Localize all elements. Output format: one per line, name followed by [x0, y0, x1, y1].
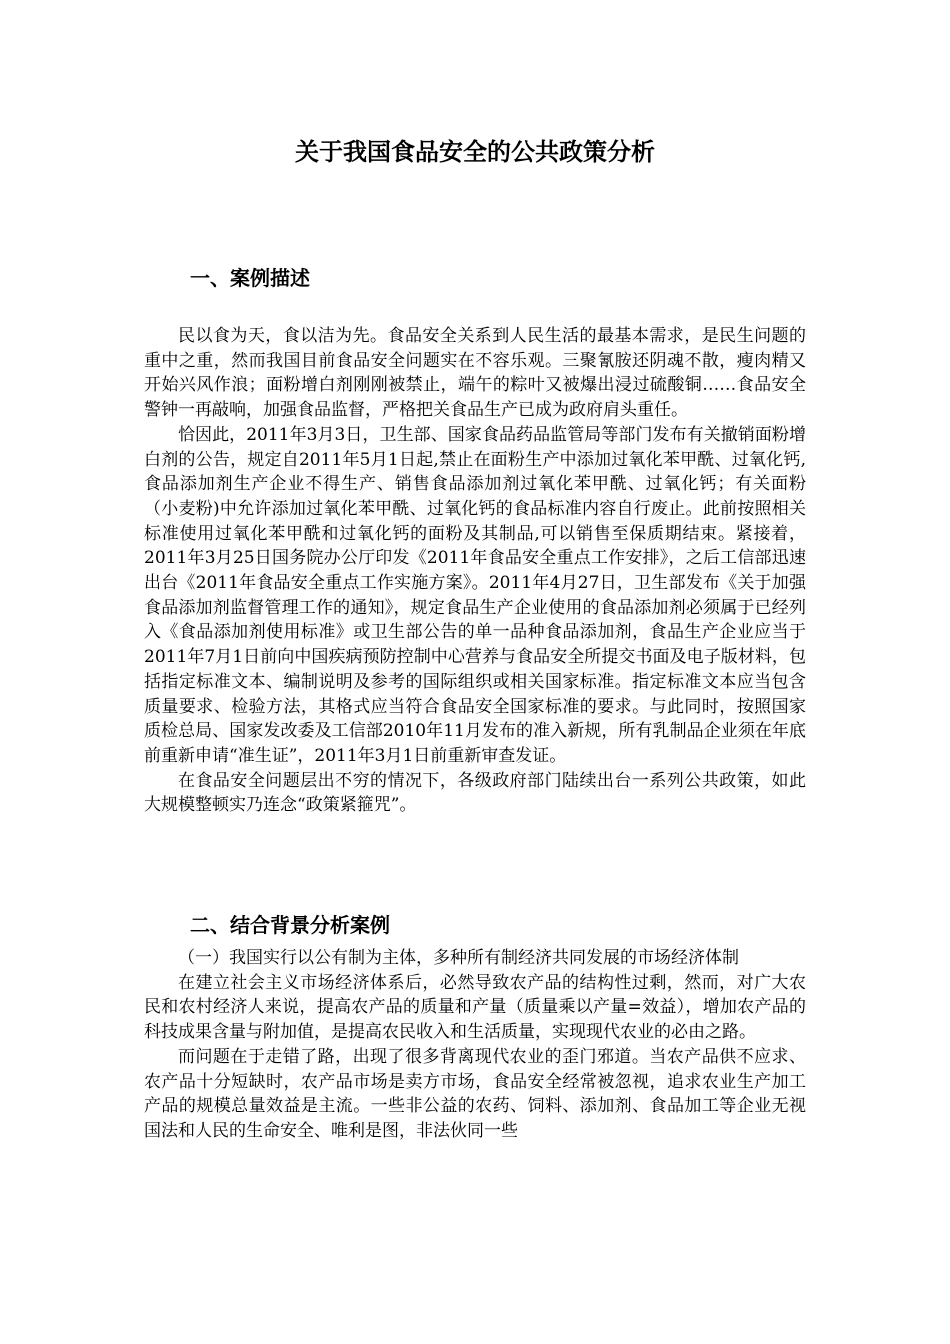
- section-heading-case-description: 一、案例描述: [190, 266, 310, 290]
- paragraph: 民以食为天，食以洁为先。食品安全关系到人民生活的最基本需求，是民生问题的重中之重，然而我国目前食品安全问题实在不容乐观。三聚氰胺还阴魂不散，瘦肉精又开始兴风作浪；面粉增白剂刚刚被禁止，端午的粽叶又被爆出浸过硫酸铜……食品安全警钟一再敲响，加强食品监督，严格把关食品生产已成为政府肩头重任。: [144, 326, 806, 421]
- section-body-case-description: [144, 324, 806, 818]
- document-title: 关于我国食品安全的公共政策分析: [295, 138, 655, 166]
- paragraph: 在建立社会主义市场经济体系后，必然导致农产品的结构性过剩，然而，对广大农民和农村经济人来说，提高农产品的质量和产量（质量乘以产量=效益），增加农产品的科技成果含量与附加值，是提高农民收入和生活质量，实现现代农业的必由之路。: [144, 972, 806, 1043]
- paragraph: 而问题在于走错了路，出现了很多背离现代农业的歪门邪道。当农产品供不应求、农产品十分短缺时，农产品市场是卖方市场，食品安全经常被忽视，追求农业生产加工产品的规模总量效益是主流。一些非公益的农药、饲料、添加剂、食品加工等企业无视国法和人民的生命安全、唯利是图，非法伙同一些: [144, 1046, 806, 1141]
- paragraph: 恰因此，2011年3月3日，卫生部、国家食品药品监管局等部门发布有关撤销面粉增白剂的公告，规定自2011年5月1日起,禁止在面粉生产中添加过氧化苯甲酰、过氧化钙,食品添加剂生产企业不得生产、销售食品添加剂过氧化苯甲酰、过氧化钙；有关面粉（小麦粉)中允许添加过氧化苯甲酰、过氧化钙的食品标准内容自行废止。此前按照相关标准使用过氧化苯甲酰和过氧化钙的面粉及其制品,可以销售至保质期结束。紧接着，2011年3月25日国务院办公厅印发《2011年食品安全重点工作安排》，之后工信部迅速出台《2011年食品安全重点工作实施方案》。2011年4月27日，卫生部发布《关于加强食品添加剂监督管理工作的通知》，规定食品生产企业使用的食品添加剂必须属于已经列入《食品添加剂使用标准》或卫生部公告的单一品种食品添加剂，食品生产企业应当于2011年7月1日前向中国疾病预防控制中心营养与食品安全所提交书面及电子版材料，包括指定标准文本、编制说明及参考的国际组织或相关国家标准。指定标准文本应当包含质量要求、检验方法，其格式应当符合食品安全国家标准的要求。与此同时，按照国家质检总局、国家发改委及工信部2010年11月发布的准入新规，所有乳制品企业须在年底前重新申请“准生证”，2011年3月1日前重新审查发证。: [144, 424, 806, 766]
- paragraph: 在食品安全问题层出不穷的情况下，各级政府部门陆续出台一系列公共政策，如此大规模整顿实乃连念“政策紧箍咒”。: [144, 770, 806, 816]
- section-body-background-analysis: [144, 946, 806, 1144]
- section-heading-background-analysis: 二、结合背景分析案例: [190, 913, 390, 937]
- subheading-paragraph: （一）我国实行以公有制为主体，多种所有制经济共同发展的市场经济体制: [178, 948, 739, 968]
